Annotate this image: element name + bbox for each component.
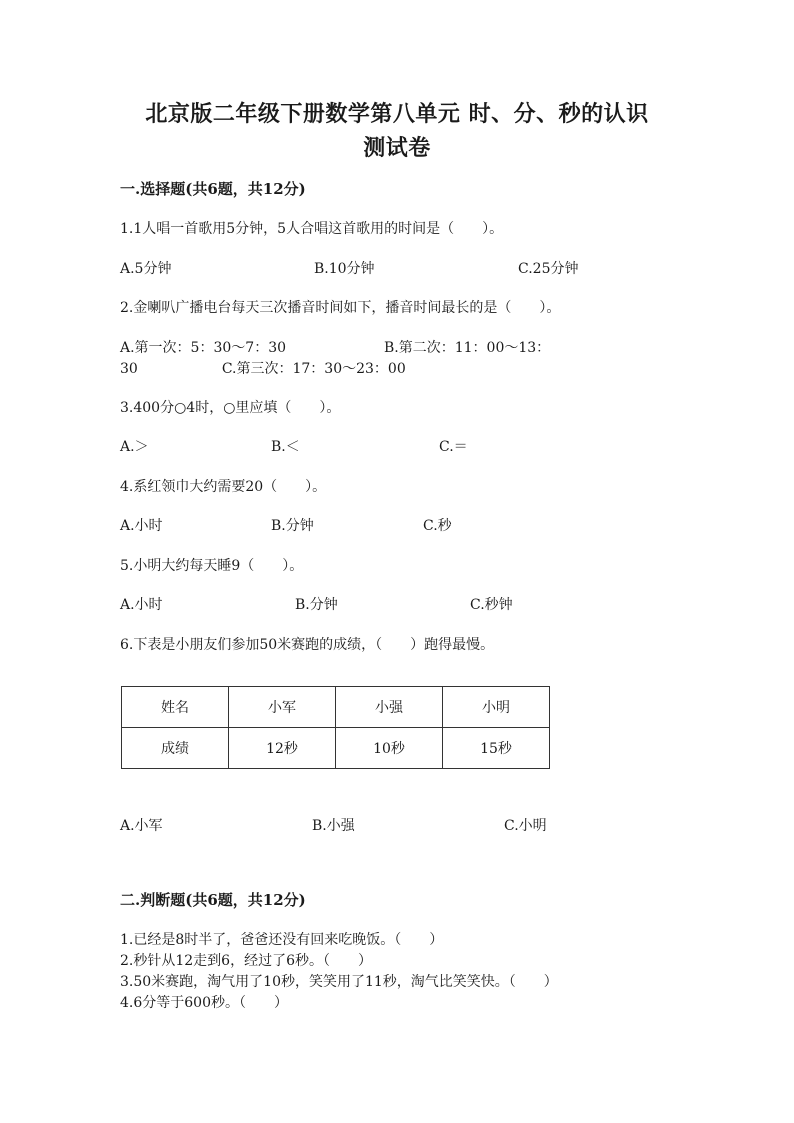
table-cell: 12秒 [229, 728, 336, 769]
title-line-1: 北京版二年级下册数学第八单元 时、分、秒的认识 [145, 101, 649, 127]
q1-option-b: B.10分钟 [314, 261, 375, 277]
q5-option-a: A.小时 [120, 597, 163, 613]
q5-option-c: C.秒钟 [470, 597, 513, 613]
q2-options-line-2: 30 C.第三次：17：30～23：00 [120, 361, 406, 377]
q2-stem: 2.金喇叭广播电台每天三次播音时间如下，播音时间最长的是（ ）。 [120, 300, 561, 316]
q6-option-b: B.小强 [312, 818, 355, 834]
q4-option-b: B.分钟 [271, 518, 314, 534]
q1-option-c: C.25分钟 [518, 261, 579, 277]
q5-stem: 5.小明大约每天睡9（ ）。 [120, 558, 304, 574]
q4-option-c: C.秒 [423, 518, 452, 534]
judge-item-4: 4.6分等于600秒。（ ） [120, 995, 288, 1011]
table-row [122, 728, 550, 769]
table-cell: 15秒 [443, 728, 550, 769]
q5-option-b: B.分钟 [295, 597, 338, 613]
race-results-table [121, 686, 550, 769]
section-1-heading: 一.选择题(共6题，共12分) [120, 180, 306, 198]
title-line-2: 测试卷 [363, 135, 431, 161]
q3-option-a: A.＞ [120, 439, 149, 455]
q2-options-line-1: A.第一次：5：30～7：30 B.第二次：11：00～13： [120, 340, 551, 356]
q3-option-b: B.＜ [271, 439, 300, 455]
table-cell: 小强 [336, 687, 443, 728]
judge-item-3: 3.50米赛跑，淘气用了10秒，笑笑用了11秒，淘气比笑笑快。（ ） [120, 974, 558, 990]
q4-option-a: A.小时 [120, 518, 163, 534]
q6-option-a: A.小军 [120, 818, 163, 834]
table-cell: 小明 [443, 687, 550, 728]
section-2-heading: 二.判断题(共6题，共12分) [120, 891, 306, 909]
q6-option-c: C.小明 [504, 818, 547, 834]
table-cell: 10秒 [336, 728, 443, 769]
judge-item-1: 1.已经是8时半了，爸爸还没有回来吃晚饭。（ ） [120, 932, 444, 948]
q1-stem: 1.1人唱一首歌用5分钟，5人合唱这首歌用的时间是（ ）。 [120, 221, 504, 237]
q6-stem: 6.下表是小朋友们参加50米赛跑的成绩，（ ）跑得最慢。 [120, 637, 495, 653]
q3-option-c: C.＝ [439, 439, 468, 455]
q1-option-a: A.5分钟 [120, 261, 172, 277]
q4-stem: 4.系红领巾大约需要20（ ）。 [120, 479, 327, 495]
table-cell: 小军 [229, 687, 336, 728]
judge-item-2: 2.秒针从12走到6，经过了6秒。（ ） [120, 953, 372, 969]
q3-stem: 3.400分○4时，○里应填（ ）。 [120, 400, 341, 416]
table-cell: 成绩 [122, 728, 229, 769]
table-row [122, 687, 550, 728]
table-cell: 姓名 [122, 687, 229, 728]
